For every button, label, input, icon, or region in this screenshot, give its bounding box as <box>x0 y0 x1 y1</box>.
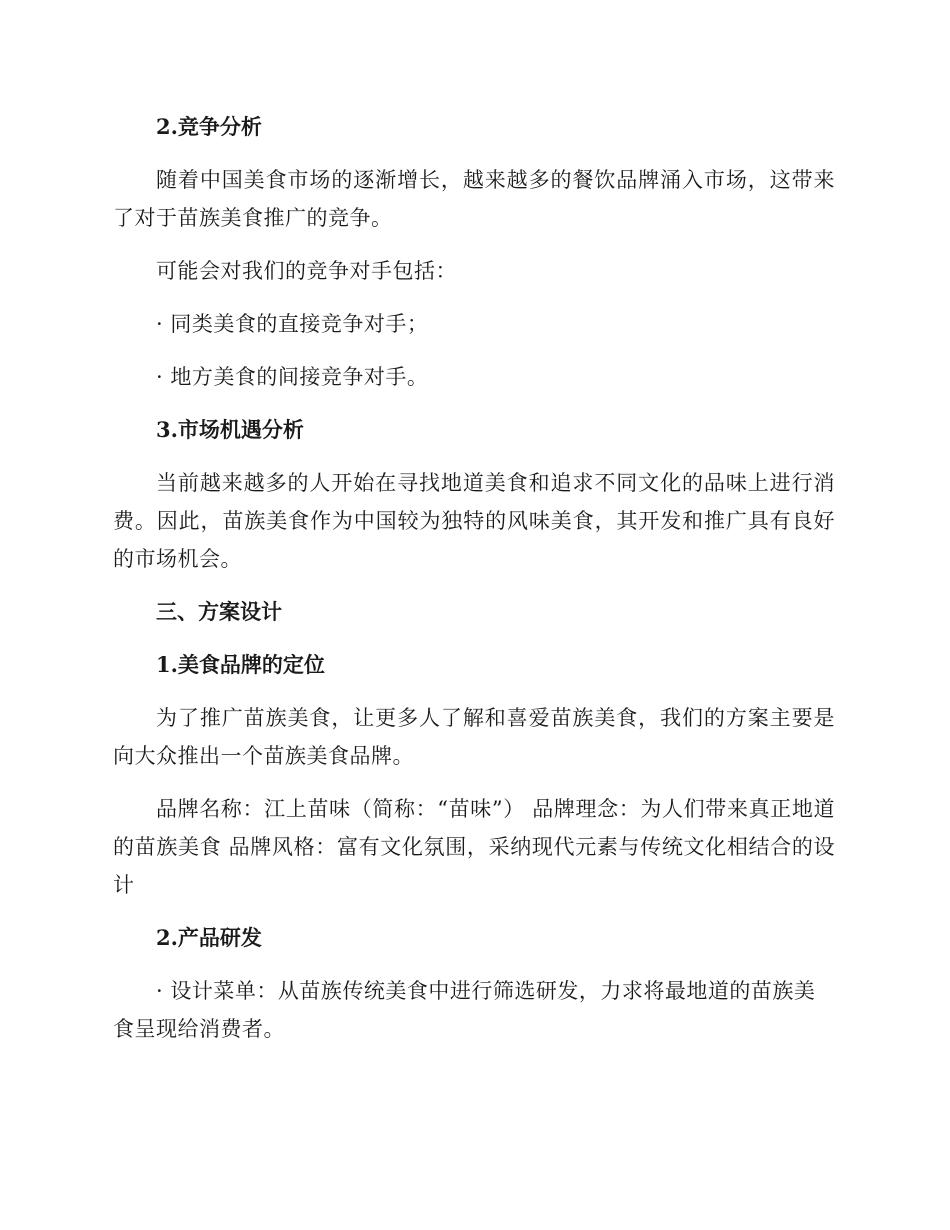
bullet-direct-competitors: · 同类美食的直接竞争对手； <box>156 312 429 336</box>
paragraph-competition-intro: 随着中国美食市场的逐渐增长，越来越多的餐饮品牌涌入市场，这带来了对于苗族美食推广的竞争。 <box>113 168 835 230</box>
paragraph-brand-goal: 为了推广苗族美食，让更多人了解和喜爱苗族美食，我们的方案主要是向大众推出一个苗族美食品牌。 <box>113 706 835 768</box>
document-body <box>113 108 835 1063</box>
section-heading-brand-positioning: 1.美食品牌的定位 <box>156 652 325 677</box>
paragraph-brand-details: 品牌名称：江上苗味（简称：“苗味”） 品牌理念：为人们带来真正地道的苗族美食 品牌风格：富有文化氛围，采纳现代元素与传统文化相结合的设计 <box>113 797 835 897</box>
section-heading-competition: 2.竞争分析 <box>156 114 262 139</box>
chapter-heading-plan-design: 三、方案设计 <box>156 599 282 624</box>
section-heading-product-development: 2.产品研发 <box>156 925 262 950</box>
bullet-indirect-competitors: · 地方美食的间接竞争对手。 <box>156 365 429 389</box>
bullet-menu-design: · 设计菜单：从苗族传统美食中进行筛选研发，力求将最地道的苗族美食呈现给消费者。 <box>113 979 816 1041</box>
section-heading-market-opportunity: 3.市场机遇分析 <box>156 417 304 442</box>
paragraph-market-opportunity: 当前越来越多的人开始在寻找地道美食和追求不同文化的品味上进行消费。因此，苗族美食作为中国较为独特的风味美食，其开发和推广具有良好的市场机会。 <box>113 471 835 571</box>
paragraph-competitors-lead: 可能会对我们的竞争对手包括： <box>156 259 457 283</box>
